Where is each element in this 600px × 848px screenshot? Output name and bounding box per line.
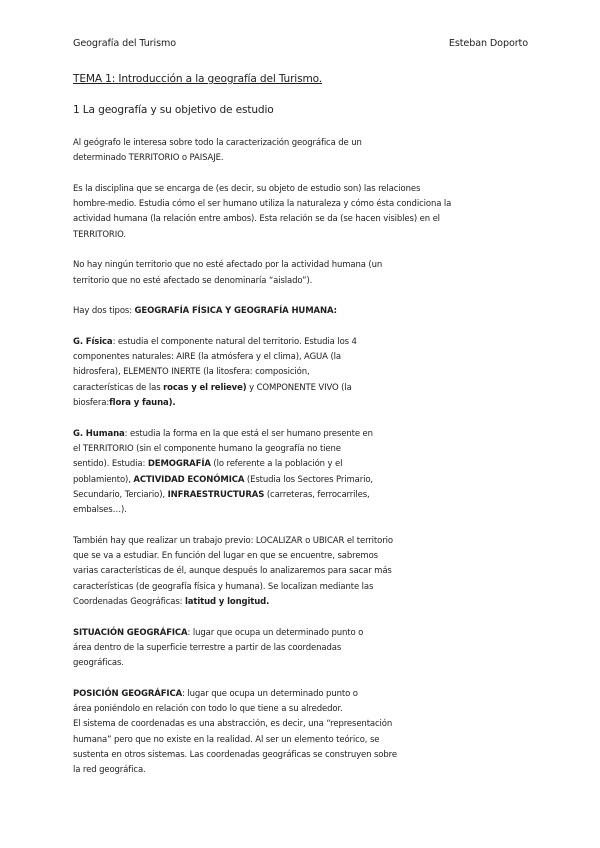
bold-text: DEMOGRAFÍA: [147, 459, 211, 470]
bold-text: flora y fauna).: [109, 398, 176, 409]
text-run: : lugar que ocupa un determinado punto o: [182, 688, 358, 699]
text-run: : estudia la forma en la que está el ser humano presente en: [124, 428, 373, 439]
text-line: características (de geografía física y humana). Se localizan mediante las: [73, 581, 374, 592]
text-run: : estudia el componente natural del territorio. Estudia los 4: [112, 336, 357, 347]
text-line: TERRITORIO.: [73, 229, 126, 240]
text-line: [73, 304, 463, 319]
text-line: [73, 335, 463, 350]
text-line: [73, 595, 463, 610]
text-line: [73, 396, 463, 411]
text-line: [73, 381, 463, 396]
text-line: El sistema de coordenadas es una abstracción, es decir, una “representación: [73, 719, 393, 730]
text-run: biosfera:: [73, 398, 110, 409]
text-line: También hay que realizar un trabajo previo: LOCALIZAR o UBICAR el territorio: [73, 535, 393, 546]
text-line: Es la disciplina que se encarga de (es decir, su objeto de estudio son) las relaciones: [73, 183, 421, 194]
paragraph-geografia-humana: [73, 427, 463, 519]
document-body: [73, 136, 463, 794]
text-line: geográficas.: [73, 658, 124, 669]
text-run: : lugar que ocupa un determinado punto o: [187, 627, 364, 638]
text-line: hidrosfera), ELEMENTO INERTE (la litosfera: composición,: [73, 367, 310, 378]
paragraph-geografia-fisica: [73, 335, 463, 411]
header-author: Esteban Doporto: [448, 38, 528, 49]
text-line: Al geógrafo le interesa sobre todo la caracterización geográfica de un: [73, 138, 362, 148]
text-line: área dentro de la superficie terrestre a partir de las coordenadas: [73, 642, 342, 653]
text-line: embalses…).: [73, 505, 127, 516]
text-line: humana” pero que no existe en la realidad. Al ser un elemento teórico, se: [73, 734, 380, 745]
text-line: No hay ningún territorio que no esté afectado por la actividad humana (un: [73, 260, 383, 271]
text-line: hombre-medio. Estudia cómo el ser humano utiliza la naturaleza y cómo ésta condiciona la: [73, 199, 452, 210]
term-situacion-geografica: SITUACIÓN GEOGRÁFICA: [73, 627, 188, 638]
text-line: que se va a estudiar. En función del lugar en que se encuentre, sabremos: [73, 551, 378, 562]
text-line: [73, 488, 463, 503]
paragraph-posicion: [73, 687, 463, 779]
paragraph-disciplina: [73, 182, 463, 243]
text-run: sentido). Estudia:: [73, 459, 148, 470]
text-run: Secundario, Terciario),: [73, 489, 168, 500]
text-line: determinado TERRITORIO o PAISAJE.: [73, 153, 224, 164]
text-run: (lo referente a la población y el: [210, 459, 343, 470]
text-line: [73, 687, 463, 702]
text-run: Coordenadas Geográficas:: [73, 596, 185, 607]
text-line: [73, 427, 463, 442]
text-line: varias características de él, aunque después lo analizaremos para sacar más: [73, 566, 392, 577]
bold-text: latitud y longitud.: [184, 596, 270, 607]
text-line: [73, 457, 463, 472]
term-geografia-fisica: G. Física: [73, 336, 113, 347]
paragraph-geografo: [73, 136, 463, 167]
document-title: TEMA 1: Introducción a la geografía del Turismo.: [73, 73, 323, 85]
text-line: la red geográfica.: [73, 765, 146, 776]
text-line: componentes naturales: AIRE (la atmósfera y el clima), AGUA (la: [73, 352, 341, 363]
text-line: área poniéndolo en relación con todo lo que tiene a su alrededor.: [73, 703, 343, 714]
text-line: sustenta en otros sistemas. Las coordenadas geográficas se construyen sobre: [73, 749, 397, 760]
section-title: 1 La geografía y su objetivo de estudio: [73, 104, 274, 116]
text-line: actividad humana (la relación entre ambos). Esta relación se da (se hacen visibles) en el: [73, 214, 440, 225]
text-run: y COMPONENTE VIVO (la: [246, 382, 352, 393]
bold-text: ACTIVIDAD ECONÓMICA: [133, 474, 245, 485]
text-run: (Estudia los Sectores Primario,: [244, 474, 373, 485]
page-header: [73, 38, 528, 49]
paragraph-territorio: [73, 258, 463, 289]
paragraph-localizar: [73, 534, 463, 610]
text-run: Hay dos tipos:: [73, 306, 135, 317]
bold-text: GEOGRAFÍA FÍSICA Y GEOGRAFÍA HUMANA:: [134, 306, 337, 317]
text-line: el TERRITORIO (sin el componente humano la geografía no tiene: [73, 443, 341, 454]
text-line: territorio que no esté afectado se denominaría “aislado”).: [73, 275, 313, 286]
bold-text: INFRAESTRUCTURAS: [167, 489, 265, 500]
text-run: (carreteras, ferrocarriles,: [264, 489, 370, 500]
term-posicion-geografica: POSICIÓN GEOGRÁFICA: [73, 688, 183, 699]
header-subject: Geografía del Turismo: [73, 38, 177, 49]
paragraph-situacion: [73, 626, 463, 672]
term-geografia-humana: G. Humana: [73, 428, 125, 439]
text-line: [73, 626, 463, 641]
paragraph-tipos: [73, 304, 463, 319]
text-line: [73, 473, 463, 488]
text-run: características de las: [73, 382, 164, 393]
bold-text: rocas y el relieve): [163, 382, 247, 393]
text-run: poblamiento),: [73, 474, 134, 485]
